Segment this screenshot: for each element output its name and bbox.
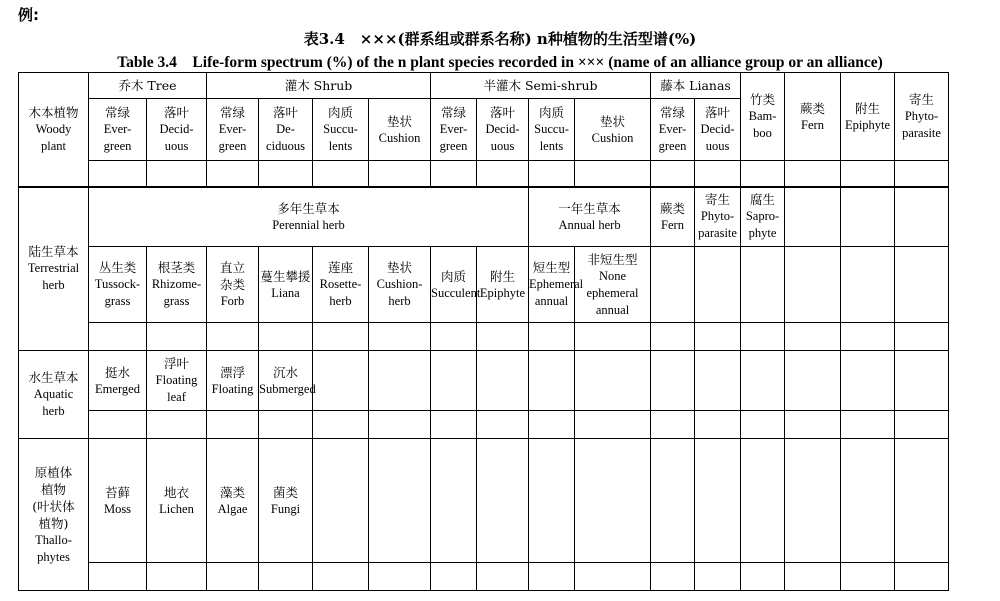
value-cell bbox=[785, 563, 841, 591]
empty-cell bbox=[529, 439, 575, 563]
aquatic-cell bbox=[89, 351, 147, 411]
woody-cell bbox=[369, 99, 431, 161]
terrestrial-cell bbox=[529, 247, 584, 323]
terrestrial-cell bbox=[89, 247, 147, 323]
value-cell bbox=[741, 411, 785, 439]
woody-cell bbox=[529, 99, 575, 161]
woody-cell bbox=[785, 73, 841, 161]
woody-cell bbox=[431, 99, 477, 161]
value-cell bbox=[431, 161, 477, 187]
empty-cell bbox=[895, 439, 949, 563]
cell-line: Floating bbox=[155, 373, 198, 387]
value-cell bbox=[841, 161, 895, 187]
cell-line: 浮叶 bbox=[163, 356, 189, 371]
empty-cell bbox=[785, 247, 841, 323]
label-line: 植物) bbox=[38, 515, 69, 531]
value-cell bbox=[651, 563, 695, 591]
value-cell bbox=[741, 161, 785, 187]
empty-cell bbox=[477, 351, 529, 411]
thallophytes-label bbox=[19, 439, 89, 591]
cell-line: Algae bbox=[217, 501, 248, 516]
cell-line: 垫状 bbox=[386, 260, 412, 275]
cell-line: Succu- bbox=[323, 122, 358, 136]
cell-line: 常绿 bbox=[104, 105, 130, 120]
value-cell bbox=[313, 563, 369, 591]
cell-line: Decid- bbox=[700, 122, 735, 136]
empty-cell bbox=[841, 351, 895, 411]
value-cell bbox=[651, 323, 695, 351]
cell-line: grass bbox=[163, 294, 190, 308]
label-line: herb bbox=[42, 278, 65, 293]
value-cell bbox=[207, 563, 259, 591]
value-cell bbox=[529, 411, 575, 439]
empty-cell bbox=[369, 439, 431, 563]
cell-line: uous bbox=[490, 139, 515, 153]
label-line: Thallo- bbox=[35, 532, 72, 547]
cell-line: 垫状 bbox=[600, 113, 626, 129]
woody-plant-label bbox=[19, 73, 89, 187]
value-cell bbox=[651, 411, 695, 439]
terrestrial-cell bbox=[575, 247, 651, 323]
shrub-group-header: 灌木 Shrub bbox=[207, 73, 431, 99]
example-label: 例: bbox=[18, 6, 39, 24]
value-cell bbox=[477, 161, 529, 187]
cell-line: 寄生 bbox=[909, 92, 935, 107]
terrestrial-cell bbox=[477, 247, 529, 323]
value-cell bbox=[477, 323, 529, 351]
cell-line: 非短生型 bbox=[587, 251, 638, 267]
header-line: Annual herb bbox=[558, 217, 621, 232]
label-line: plant bbox=[41, 138, 66, 153]
cell-line: Fern bbox=[801, 117, 824, 132]
annual-herb-header bbox=[529, 187, 651, 247]
perennial-herb-header bbox=[89, 187, 529, 247]
empty-cell bbox=[895, 187, 949, 247]
value-cell bbox=[147, 411, 207, 439]
woody-cell bbox=[313, 99, 369, 161]
cell-line: 漂浮 bbox=[219, 364, 245, 380]
value-cell bbox=[651, 161, 695, 187]
cell-line: Cushion bbox=[378, 130, 421, 145]
value-cell bbox=[207, 411, 259, 439]
header-line: 多年生草本 bbox=[277, 200, 340, 216]
cell-line: Ever- bbox=[439, 122, 468, 136]
cell-line: Ever- bbox=[658, 122, 687, 136]
woody-cell bbox=[895, 73, 949, 161]
empty-cell bbox=[695, 439, 741, 563]
label-line: (叶状体 bbox=[32, 498, 75, 514]
terrestrial-cell bbox=[431, 247, 481, 323]
label-line: herb bbox=[42, 404, 65, 418]
thallophyte-cell bbox=[147, 439, 207, 563]
terrestrial-cell bbox=[207, 247, 259, 323]
label-line: 陆生草本 bbox=[28, 244, 79, 260]
value-cell bbox=[431, 563, 477, 591]
empty-cell bbox=[741, 351, 785, 411]
woody-cell bbox=[147, 99, 207, 161]
empty-cell bbox=[651, 351, 695, 411]
terrestrial-cell bbox=[313, 247, 369, 323]
cell-line: 落叶 bbox=[489, 105, 515, 120]
cell-line: 蕨类 bbox=[660, 200, 686, 216]
cell-line: 腐生 bbox=[750, 192, 776, 208]
value-cell bbox=[147, 161, 207, 187]
value-cell bbox=[477, 411, 529, 439]
cell-line: Emerged bbox=[95, 381, 140, 396]
cell-line: annual bbox=[595, 302, 630, 317]
cell-line: 垫状 bbox=[386, 113, 412, 129]
label-line: Woody bbox=[35, 121, 72, 136]
cell-line: Floating bbox=[211, 381, 254, 396]
cell-line: herb bbox=[388, 294, 411, 308]
cell-line: Cushion- bbox=[376, 277, 423, 291]
value-cell bbox=[529, 323, 575, 351]
aquatic-herb-label bbox=[19, 351, 89, 439]
value-cell bbox=[741, 563, 785, 591]
table-title-english: Table 3.4 Life-form spectrum (%) of the n plant species recorded in ××× (name of an alliance group or an alliance) bbox=[117, 54, 883, 71]
thallophyte-cell bbox=[259, 439, 313, 563]
cell-line: Tussock- bbox=[94, 277, 141, 291]
empty-cell bbox=[785, 351, 841, 411]
woody-cell bbox=[651, 99, 695, 161]
value-cell bbox=[785, 323, 841, 351]
value-cell bbox=[695, 563, 741, 591]
cell-line: Ephemeral bbox=[529, 277, 584, 291]
cell-line: 肉质 bbox=[440, 268, 466, 284]
header-line: 一年生草本 bbox=[558, 200, 621, 216]
cell-line: 莲座 bbox=[327, 260, 353, 275]
label-line: 水生草本 bbox=[28, 370, 79, 385]
value-cell bbox=[895, 411, 949, 439]
empty-cell bbox=[841, 439, 895, 563]
value-cell bbox=[695, 161, 741, 187]
value-cell bbox=[529, 161, 575, 187]
value-cell bbox=[89, 323, 147, 351]
value-cell bbox=[259, 411, 313, 439]
cell-line: Rosette- bbox=[319, 277, 362, 291]
cell-line: Forb bbox=[220, 294, 245, 308]
cell-line: 肉质 bbox=[538, 105, 564, 120]
cell-line: De- bbox=[276, 122, 295, 136]
header-line: Perennial herb bbox=[272, 217, 345, 232]
empty-cell bbox=[895, 351, 949, 411]
cell-line: 苔藓 bbox=[104, 484, 130, 500]
value-cell bbox=[895, 323, 949, 351]
empty-cell bbox=[651, 247, 695, 323]
empty-cell bbox=[313, 351, 369, 411]
value-cell bbox=[259, 161, 313, 187]
value-cell bbox=[895, 563, 949, 591]
cell-line: green bbox=[658, 139, 687, 153]
value-cell bbox=[89, 161, 147, 187]
woody-cell bbox=[575, 99, 651, 161]
terrestrial-side-cell bbox=[695, 187, 741, 247]
thallophyte-cell bbox=[207, 439, 259, 563]
value-cell bbox=[431, 411, 477, 439]
cell-line: 肉质 bbox=[327, 105, 353, 120]
cell-line: Bam- bbox=[748, 109, 777, 123]
value-cell bbox=[89, 411, 147, 439]
empty-cell bbox=[575, 351, 651, 411]
value-cell bbox=[369, 161, 431, 187]
woody-cell bbox=[841, 73, 895, 161]
value-cell bbox=[575, 563, 651, 591]
empty-cell bbox=[369, 351, 431, 411]
cell-line: uous bbox=[705, 139, 730, 153]
semi-shrub-group-header: 半灌木 Semi-shrub bbox=[431, 73, 651, 99]
cell-line: phyte bbox=[748, 226, 777, 241]
value-cell bbox=[575, 323, 651, 351]
value-cell bbox=[695, 323, 741, 351]
empty-cell bbox=[651, 439, 695, 563]
label-line: Terrestrial bbox=[27, 261, 80, 276]
cell-line: Succulent bbox=[431, 285, 481, 300]
value-cell bbox=[369, 563, 431, 591]
cell-line: lents bbox=[539, 139, 564, 153]
cell-line: 附生 bbox=[489, 268, 515, 284]
terrestrial-cell bbox=[147, 247, 207, 323]
cell-line: 根茎类 bbox=[157, 260, 196, 275]
value-cell bbox=[259, 323, 313, 351]
cell-line: ephemeral bbox=[586, 285, 639, 300]
value-cell bbox=[313, 323, 369, 351]
cell-line: 蕨类 bbox=[800, 100, 826, 116]
cell-line: Epiphyte bbox=[479, 285, 526, 300]
value-cell bbox=[695, 411, 741, 439]
empty-cell bbox=[741, 247, 785, 323]
woody-cell bbox=[207, 99, 259, 161]
terrestrial-cell bbox=[259, 247, 313, 323]
value-cell bbox=[841, 411, 895, 439]
label-line: phytes bbox=[37, 549, 70, 564]
cell-line: lents bbox=[328, 139, 353, 153]
cell-line: uous bbox=[164, 139, 189, 153]
cell-line: green bbox=[218, 139, 247, 153]
table-title-chinese: 表3.4 ×××(群系组或群系名称) n种植物的生活型谱(%) bbox=[303, 30, 697, 48]
cell-line: boo bbox=[753, 126, 772, 140]
value-cell bbox=[895, 161, 949, 187]
cell-line: Lichen bbox=[159, 501, 194, 516]
cell-line: 寄生 bbox=[705, 192, 731, 208]
empty-cell bbox=[313, 439, 369, 563]
value-cell bbox=[313, 411, 369, 439]
cell-line: 蔓生攀援 bbox=[260, 268, 311, 284]
empty-cell bbox=[575, 439, 651, 563]
cell-line: 挺水 bbox=[104, 364, 130, 380]
value-cell bbox=[529, 563, 575, 591]
cell-line: parasite bbox=[698, 226, 737, 241]
value-cell bbox=[431, 323, 477, 351]
cell-line: 附生 bbox=[855, 100, 881, 116]
cell-line: Phyto- bbox=[904, 109, 939, 123]
empty-cell bbox=[841, 247, 895, 323]
value-cell bbox=[785, 411, 841, 439]
value-cell bbox=[89, 563, 147, 591]
cell-line: parasite bbox=[902, 126, 941, 140]
value-cell bbox=[741, 323, 785, 351]
cell-line: Liana bbox=[271, 285, 300, 300]
cell-line: Ever- bbox=[218, 122, 247, 136]
cell-line: Fungi bbox=[270, 501, 301, 516]
value-cell bbox=[259, 563, 313, 591]
cell-line: 落叶 bbox=[272, 105, 298, 120]
cell-line: 菌类 bbox=[272, 484, 298, 500]
value-cell bbox=[147, 563, 207, 591]
empty-cell bbox=[841, 187, 895, 247]
empty-cell bbox=[741, 439, 785, 563]
value-cell bbox=[785, 161, 841, 187]
cell-line: 直立 bbox=[219, 260, 245, 275]
aquatic-cell bbox=[207, 351, 259, 411]
cell-line: None bbox=[598, 268, 627, 283]
tree-group-header: 乔木 Tree bbox=[89, 73, 207, 99]
value-cell bbox=[207, 161, 259, 187]
value-cell bbox=[841, 563, 895, 591]
cell-line: 常绿 bbox=[440, 105, 466, 120]
label-line: 木本植物 bbox=[28, 104, 79, 120]
empty-cell bbox=[785, 439, 841, 563]
empty-cell bbox=[477, 439, 529, 563]
empty-cell bbox=[431, 439, 477, 563]
cell-line: green bbox=[439, 139, 468, 153]
cell-line: 常绿 bbox=[219, 105, 245, 120]
cell-line: 短生型 bbox=[532, 260, 571, 275]
cell-line: ciduous bbox=[266, 139, 305, 153]
value-cell bbox=[313, 161, 369, 187]
woody-cell bbox=[695, 99, 741, 161]
cell-line: Succu- bbox=[534, 122, 569, 136]
label-line: 植物 bbox=[40, 481, 66, 497]
terrestrial-side-cell bbox=[651, 187, 695, 247]
cell-line: leaf bbox=[167, 390, 186, 404]
thallophyte-cell bbox=[89, 439, 147, 563]
empty-cell bbox=[895, 247, 949, 323]
value-cell bbox=[207, 323, 259, 351]
woody-cell bbox=[89, 99, 147, 161]
cell-line: Sapro- bbox=[745, 209, 780, 224]
woody-cell bbox=[259, 99, 313, 161]
empty-cell bbox=[529, 351, 575, 411]
cell-line: 常绿 bbox=[660, 105, 686, 120]
terrestrial-side-cell bbox=[741, 187, 785, 247]
cell-line: Cushion bbox=[591, 130, 634, 145]
cell-line: annual bbox=[534, 294, 569, 308]
cell-line: Fern bbox=[661, 217, 684, 232]
cell-line: grass bbox=[104, 294, 131, 308]
cell-line: 沉水 bbox=[272, 364, 298, 380]
label-line: 原植体 bbox=[34, 464, 73, 480]
value-cell bbox=[841, 323, 895, 351]
value-cell bbox=[147, 323, 207, 351]
cell-line: 竹类 bbox=[750, 92, 776, 107]
empty-cell bbox=[431, 351, 477, 411]
cell-line: 落叶 bbox=[705, 105, 731, 120]
cell-line: Moss bbox=[103, 501, 132, 516]
woody-cell bbox=[477, 99, 529, 161]
cell-line: Epiphyte bbox=[844, 117, 891, 132]
cell-line: green bbox=[103, 139, 132, 153]
life-form-spectrum-table bbox=[18, 72, 949, 591]
value-cell bbox=[369, 323, 431, 351]
aquatic-cell bbox=[259, 351, 316, 411]
empty-cell bbox=[695, 351, 741, 411]
cell-line: Phyto- bbox=[700, 209, 735, 224]
cell-line: 杂类 bbox=[219, 277, 245, 292]
value-cell bbox=[369, 411, 431, 439]
cell-line: Decid- bbox=[485, 122, 520, 136]
terrestrial-herb-label bbox=[19, 187, 89, 351]
terrestrial-cell bbox=[369, 247, 431, 323]
cell-line: Ever- bbox=[103, 122, 132, 136]
label-line: Aquatic bbox=[33, 387, 74, 401]
value-cell bbox=[477, 563, 529, 591]
empty-cell bbox=[785, 187, 841, 247]
cell-line: 丛生类 bbox=[98, 260, 137, 275]
cell-line: Decid- bbox=[159, 122, 194, 136]
cell-line: herb bbox=[329, 294, 352, 308]
value-cell bbox=[575, 411, 651, 439]
woody-cell bbox=[741, 73, 785, 161]
cell-line: Submerged bbox=[259, 381, 316, 396]
cell-line: Rhizome- bbox=[151, 277, 202, 291]
cell-line: 落叶 bbox=[163, 105, 189, 120]
aquatic-cell bbox=[147, 351, 207, 411]
cell-line: 地衣 bbox=[163, 484, 189, 500]
cell-line: 藻类 bbox=[219, 484, 245, 500]
empty-cell bbox=[695, 247, 741, 323]
value-cell bbox=[575, 161, 651, 187]
lianas-group-header: 藤本 Lianas bbox=[651, 73, 741, 99]
